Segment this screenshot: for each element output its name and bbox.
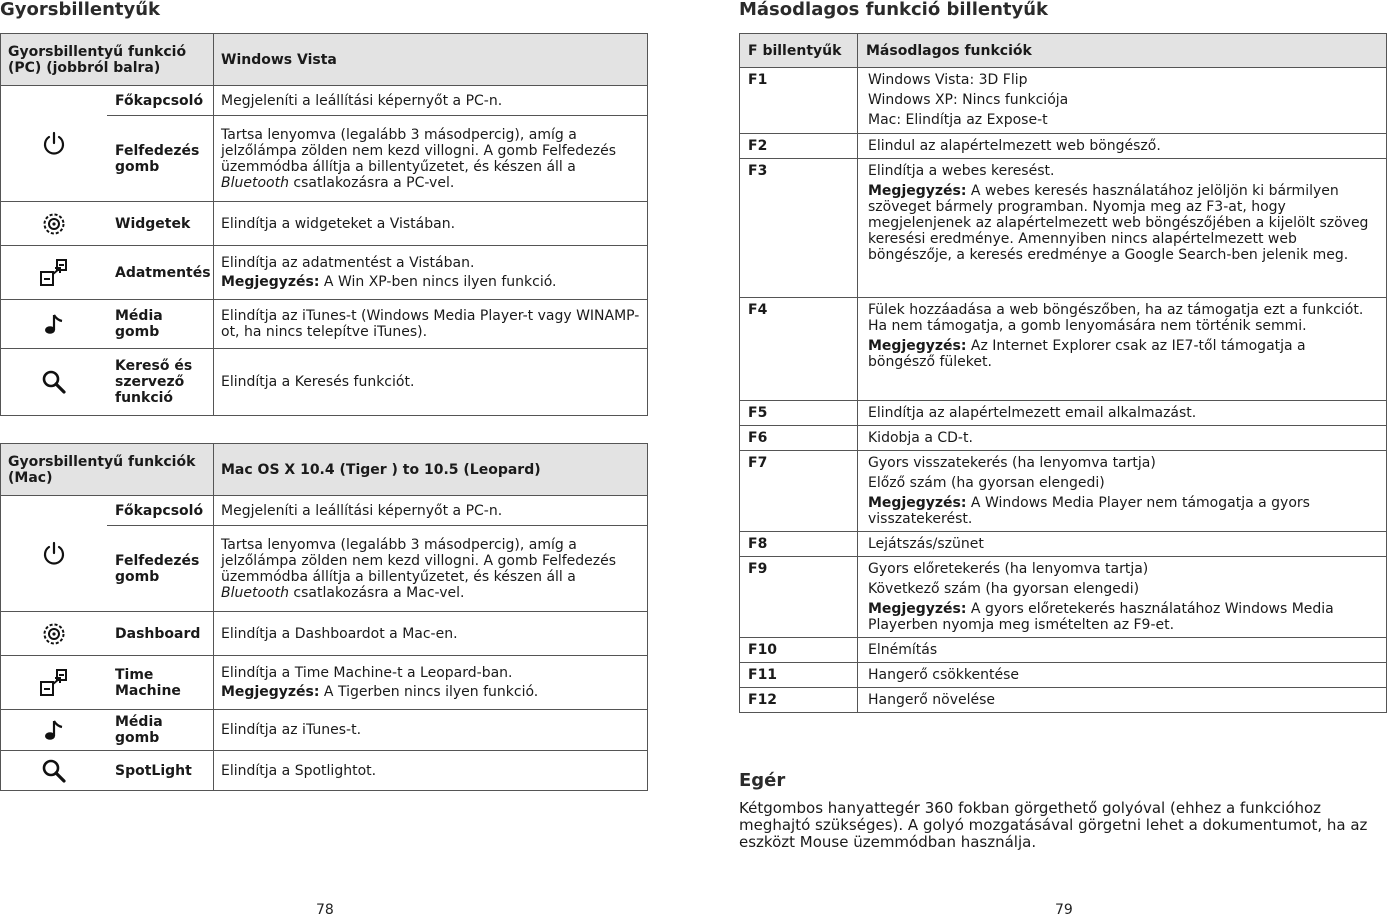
fkey-description: Gyors visszatekerés (ha lenyomva tartja) Előző szám (ha gyorsan elengedi) Megjegyzés: A Windows Media Player nem támogatja a gyors visszatekerést.	[858, 451, 1387, 532]
table-row	[1, 246, 648, 300]
mouse-section-text: Kétgombos hanyattegér 360 fokban görgethető golyóval (ehhez a funkcióhoz meghajtó szükséges). A golyó mozgatásával görgetni lehet a dokumentumot, ha az eszközt Mouse üzemmódban használja.	[739, 799, 1368, 851]
fkey-label: F9	[740, 557, 858, 638]
table-row	[1, 496, 648, 526]
table-row	[1, 612, 648, 656]
fkey-label: F3	[740, 159, 858, 298]
music-note-icon	[43, 718, 65, 742]
mac-shortcut-table	[0, 443, 648, 791]
row-name: Dashboard	[107, 612, 214, 656]
fkey-description: Gyors előretekerés (ha lenyomva tartja) Következő szám (ha gyorsan elengedi) Megjegyzés: A gyors előretekerés használatához Windows Media Playerben nyomja meg ismételten az F9-et.	[858, 557, 1387, 638]
fkey-description: Hangerő növelése	[858, 688, 1387, 713]
row-name: Média gomb	[107, 300, 214, 349]
table-row	[740, 426, 1387, 451]
function-key-table	[739, 33, 1387, 713]
search-icon	[41, 369, 67, 395]
fkey-description: Elindítja az alapértelmezett email alkalmazást.	[858, 401, 1387, 426]
table-row	[740, 451, 1387, 532]
table-row	[1, 349, 648, 416]
row-name: Widgetek	[107, 202, 214, 246]
fkey-description: Windows Vista: 3D Flip Windows XP: Nincs funkciója Mac: Elindítja az Expose-t	[858, 68, 1387, 134]
row-name: Főkapcsoló	[107, 496, 214, 526]
row-desc: Elindítja az iTunes-t (Windows Media Player-t vagy WINAMP-ot, ha nincs telepítve iTunes).	[214, 300, 648, 349]
table-row	[1, 751, 648, 791]
fkey-description: Hangerő csökkentése	[858, 663, 1387, 688]
row-name: SpotLight	[107, 751, 214, 791]
row-desc: Elindítja az adatmentést a Vistában. Megjegyzés: A Win XP-ben nincs ilyen funkció.	[214, 246, 648, 300]
row-name: Felfedezés gomb	[107, 526, 214, 612]
table-row	[1, 86, 648, 116]
row-name: Time Machine	[107, 656, 214, 710]
widget-icon	[42, 622, 66, 646]
fkey-table-header-functions: Másodlagos funkciók	[858, 34, 1387, 68]
fkey-label: F10	[740, 638, 858, 663]
row-desc: Elindítja a Spotlightot.	[214, 751, 648, 791]
row-desc: Tartsa lenyomva (legalább 3 másodpercig), amíg a jelzőlámpa zölden nem kezd villogni. A gomb Felfedezés üzemmódba állítja a billentyűzetet, és készen áll a Bluetooth csatlakozásra a Mac-vel.	[214, 526, 648, 612]
table-row	[1, 202, 648, 246]
fkey-description: Kidobja a CD-t.	[858, 426, 1387, 451]
search-icon	[41, 758, 67, 784]
backup-icon	[39, 258, 69, 288]
page-number: 78	[316, 902, 334, 917]
fkey-description: Elindítja a webes keresést. Megjegyzés: A webes keresés használatához jelöljön ki bármilyen szöveget bármely programban. Nyomja meg az F3-at, hogy megjelenjenek az alapértelmezett web böngészőjében a kijelölt szöveg keresési eredménye. Amennyiben nincs alapértelmezett web böngészője, a keresés eredménye a Google Search-ben jelenik meg.	[858, 159, 1387, 298]
fkey-table-header-keys: F billentyűk	[740, 34, 858, 68]
table-row	[1, 300, 648, 349]
table-row	[740, 638, 1387, 663]
table-row	[1, 656, 648, 710]
row-name: Adatmentés	[107, 246, 214, 300]
table-row	[740, 557, 1387, 638]
pc-table-header-function: Gyorsbillentyű funkció (PC) (jobbról balra)	[1, 34, 214, 86]
row-desc: Elindítja a Time Machine-t a Leopard-ban. Megjegyzés: A Tigerben nincs ilyen funkció.	[214, 656, 648, 710]
fkey-description: Elindul az alapértelmezett web böngésző.	[858, 134, 1387, 159]
fkey-label: F12	[740, 688, 858, 713]
fkey-description: Lejátszás/szünet	[858, 532, 1387, 557]
power-icon	[41, 131, 67, 157]
fkey-label: F5	[740, 401, 858, 426]
power-icon	[41, 541, 67, 567]
pc-shortcut-table	[0, 33, 648, 416]
fkey-label: F4	[740, 298, 858, 401]
table-row	[740, 688, 1387, 713]
fkey-description: Fülek hozzáadása a web böngészőben, ha az támogatja ezt a funkciót. Ha nem támogatja, a gomb lenyomására nem történik semmi. Megjegyzés: Az Internet Explorer csak az IE7-től támogatja a böngésző füleket.	[858, 298, 1387, 401]
backup-icon	[39, 668, 69, 698]
widget-icon	[42, 212, 66, 236]
fkey-label: F6	[740, 426, 858, 451]
fkey-label: F11	[740, 663, 858, 688]
row-name: Felfedezés gomb	[107, 116, 214, 202]
row-desc: Tartsa lenyomva (legalább 3 másodpercig), amíg a jelzőlámpa zölden nem kezd villogni. A gomb Felfedezés üzemmódba állítja a billentyűzetet, és készen áll a Bluetooth csatlakozásra a PC-vel.	[214, 116, 648, 202]
row-name: Kereső és szervező funkció	[107, 349, 214, 416]
table-row	[1, 710, 648, 751]
function-key-rows	[740, 68, 1387, 713]
table-row	[740, 159, 1387, 298]
table-row	[740, 532, 1387, 557]
fkey-label: F8	[740, 532, 858, 557]
row-desc: Elindítja a widgeteket a Vistában.	[214, 202, 648, 246]
fkey-label: F1	[740, 68, 858, 134]
table-row	[740, 134, 1387, 159]
row-desc: Elindítja az iTunes-t.	[214, 710, 648, 751]
left-page-title: Gyorsbillentyűk	[0, 0, 161, 20]
row-desc: Elindítja a Dashboardot a Mac-en.	[214, 612, 648, 656]
table-row	[740, 663, 1387, 688]
fkey-label: F7	[740, 451, 858, 532]
table-row	[740, 68, 1387, 134]
row-desc: Elindítja a Keresés funkciót.	[214, 349, 648, 416]
mac-table-header-function: Gyorsbillentyű funkciók (Mac)	[1, 444, 214, 496]
row-desc: Megjeleníti a leállítási képernyőt a PC-n.	[214, 496, 648, 526]
pc-table-header-os: Windows Vista	[214, 34, 648, 86]
right-page-title: Másodlagos funkció billentyűk	[739, 0, 1049, 20]
mac-table-header-os: Mac OS X 10.4 (Tiger ) to 10.5 (Leopard)	[214, 444, 648, 496]
mouse-section-title: Egér	[739, 770, 786, 791]
row-desc: Megjeleníti a leállítási képernyőt a PC-n.	[214, 86, 648, 116]
table-row	[740, 298, 1387, 401]
fkey-label: F2	[740, 134, 858, 159]
row-name: Média gomb	[107, 710, 214, 751]
page-number: 79	[1055, 902, 1073, 917]
row-name: Főkapcsoló	[107, 86, 214, 116]
fkey-description: Elnémítás	[858, 638, 1387, 663]
table-row	[740, 401, 1387, 426]
music-note-icon	[43, 312, 65, 336]
